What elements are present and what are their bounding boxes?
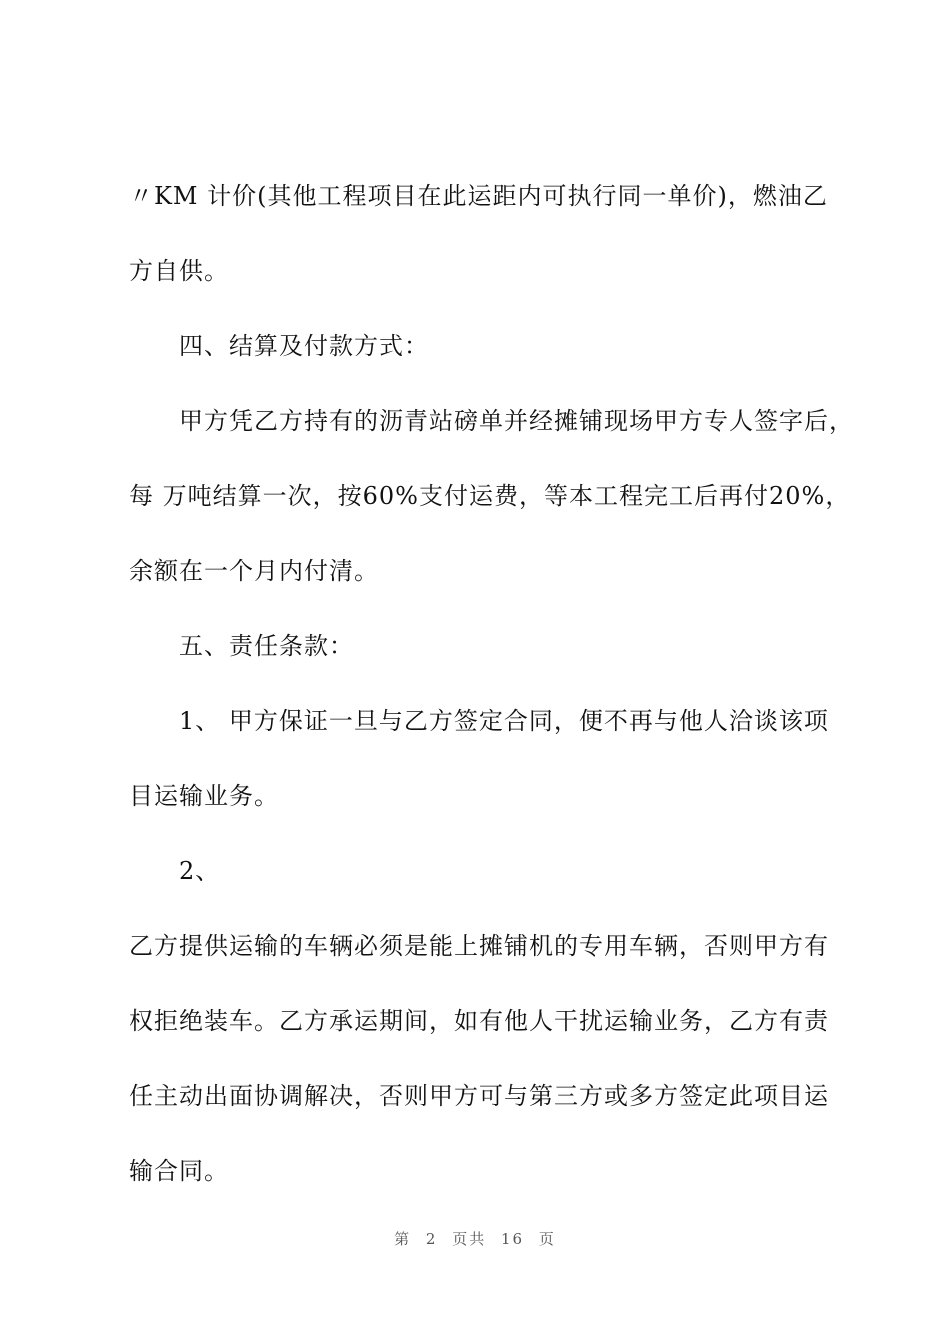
text-line: 每 万吨结算一次，按60%支付运费，等本工程完工后再付20%， [129,482,851,510]
section-heading: 五、责任条款： [179,632,354,660]
text-line: 甲方凭乙方持有的沥青站磅单并经摊铺现场甲方专人签字后， [179,407,854,435]
text-line: 输合同。 [129,1157,229,1185]
text-line: 任主动出面协调解决，否则甲方可与第三方或多方签定此项目运 [129,1082,829,1110]
page-footer [0,1229,950,1249]
footer-prefix: 第 [394,1230,412,1248]
text-line: 1、 甲方保证一旦与乙方签定合同，便不再与他人洽谈该项 [179,707,829,735]
section-heading: 四、结算及付款方式： [179,332,429,360]
footer-total-pages: 16 [501,1230,525,1248]
text-line: 2、 [179,857,221,885]
text-line: 方自供。 [129,257,229,285]
text-line: 权拒绝装车。乙方承运期间，如有他人干扰运输业务，乙方有责 [129,1007,829,1035]
text-line: 乙方提供运输的车辆必须是能上摊铺机的专用车辆，否则甲方有 [129,932,829,960]
text-line: 余额在一个月内付清。 [129,557,379,585]
text-line: 〃KM 计价(其他工程项目在此运距内可执行同一单价)，燃油乙 [129,182,828,210]
text-line: 目运输业务。 [129,782,279,810]
footer-suffix: 页 [538,1230,556,1248]
footer-middle: 页共 [452,1230,487,1248]
footer-current-page: 2 [425,1230,438,1248]
